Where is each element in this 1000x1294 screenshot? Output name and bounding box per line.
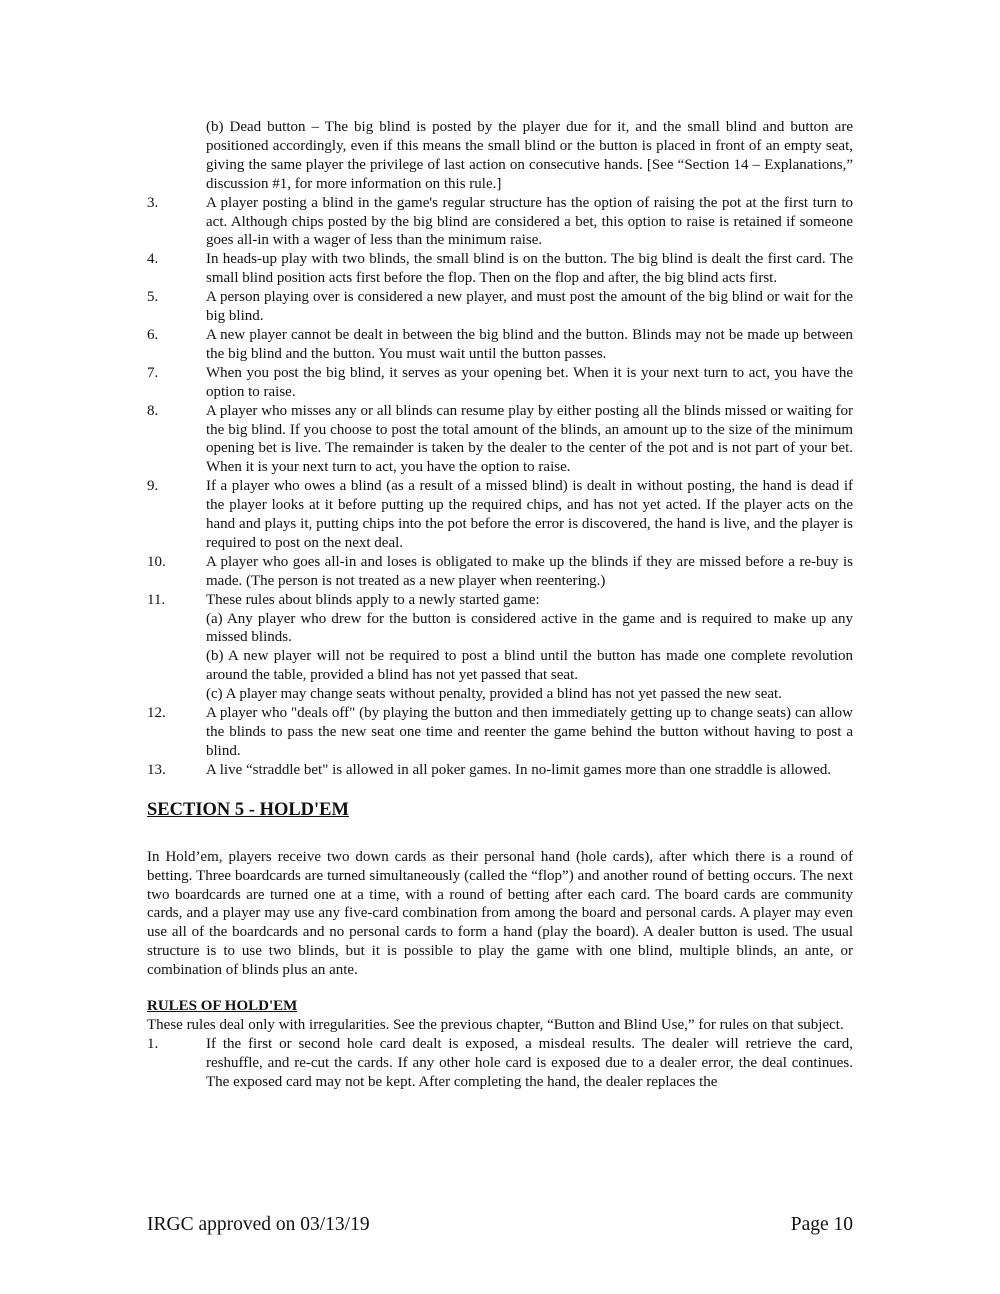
rule-item xyxy=(147,250,853,288)
blind-rules-list-end xyxy=(147,704,853,780)
rule-text: In heads-up play with two blinds, the small blind is on the button. The big blind is dealt the first card. The small blind position acts first before the flop. Then on the flop and after, the big blind acts first. xyxy=(206,251,853,287)
page-content xyxy=(147,118,853,1092)
rule-item xyxy=(147,326,853,364)
rule-item xyxy=(147,704,853,761)
rule-text: A player posting a blind in the game's regular structure has the option of raising the pot at the first turn to act. Although chips posted by the big blind are considered a bet, this option to raise is retained if someone goes all-in with a wager of less than the minimum raise. xyxy=(206,194,853,249)
approval-date: IRGC approved on 03/13/19 xyxy=(147,1214,370,1235)
rule-item xyxy=(147,288,853,326)
page-footer xyxy=(147,1212,853,1238)
rule-item xyxy=(147,194,853,251)
rule-number: 6. xyxy=(147,326,159,343)
rule-item xyxy=(147,1035,853,1092)
rule-text: If a player who owes a blind (as a result of a missed blind) is dealt in without posting, the hand is dead if the player looks at it before putting up the required chips, and has not yet acted. If the player acts on the hand and plays it, putting chips into the pot before the error is discovered, the hand is live, and the player is required to post on the next deal. xyxy=(206,478,853,551)
rule-number: 13. xyxy=(147,761,166,778)
rule-text: A player who "deals off" (by playing the button and then immediately getting up to change seats) can allow the blinds to pass the new seat one time and reenter the game behind the button without having to post a blind. xyxy=(206,705,853,759)
rule-number: 12. xyxy=(147,705,166,722)
rule-text: These rules about blinds apply to a newly started game: xyxy=(206,591,540,608)
rules-heading: RULES OF HOLD'EM xyxy=(147,998,298,1015)
rule-11-sub-c: (c) A player may change seats without penalty, provided a blind has not yet passed the new seat. xyxy=(206,686,782,703)
rule-11 xyxy=(147,591,853,610)
rule-number: 9. xyxy=(147,478,159,495)
rule-text: If the first or second hole card dealt is exposed, a misdeal results. The dealer will retrieve the card, reshuffle, and re-cut the cards. If any other hole card is exposed due to a dealer error, the deal continues. The exposed card may not be kept. After completing the hand, the dealer replaces the xyxy=(206,1035,853,1090)
rule-text: When you post the big blind, it serves as your opening bet. When it is your next turn to act, you have the option to raise. xyxy=(206,364,853,400)
rule-text: A player who misses any or all blinds can resume play by either posting all the blinds missed or waiting for the big blind. If you choose to post the total amount of the blinds, an amount up to the size of the minimum opening bet is live. The remainder is taken by the dealer to the center of the pot and is not part of your bet. When it is your next turn to act, you have the option to raise. xyxy=(206,402,853,476)
rule-number: 3. xyxy=(147,194,159,211)
rule-number: 10. xyxy=(147,553,166,570)
dead-button-paragraph: (b) Dead button – The big blind is posted by the player due for it, and the small blind and button are positioned accordingly, even if this means the small blind or the button is placed in front of an empty seat, giving the same player the privilege of last action on consecutive hands. [See “Section 14 – Explanations,” discussion #1, for more information on this rule.] xyxy=(206,119,853,192)
rule-11-sub-b: (b) A new player will not be required to post a blind until the button has made one complete revolution around the table, provided a blind has not yet passed that seat. xyxy=(206,648,853,684)
section-intro: In Hold’em, players receive two down cards as their personal hand (hole cards), after which there is a round of betting. Three boardcards are turned simultaneously (called the “flop”) and another round of betting occurs. The next two boardcards are turned one at a time, with a round of betting after each card. The board cards are community cards, and a player may use any five-card combination from among the board and personal cards. A player may even use all of the boardcards and no personal cards to form a hand (play the board). A dealer button is used. The usual structure is to use two blinds, but it is possible to play the game with one blind, multiple blinds, an ante, or combination of blinds plus an ante. xyxy=(147,848,853,979)
blind-rules-list xyxy=(147,194,853,591)
rule-number: 8. xyxy=(147,402,159,419)
rule-text: A person playing over is considered a new player, and must post the amount of the big blind or wait for the big blind. xyxy=(206,289,853,325)
holdem-rules-list xyxy=(147,1035,853,1092)
rule-item xyxy=(147,402,853,478)
section-heading: SECTION 5 - HOLD'EM xyxy=(147,799,349,820)
rule-number: 5. xyxy=(147,289,159,306)
page-number: Page 10 xyxy=(790,1214,853,1235)
rule-text: A player who goes all-in and loses is obligated to make up the blinds if they are missed before a re-buy is made. (The person is not treated as a new player when reentering.) xyxy=(206,553,853,589)
rule-number: 4. xyxy=(147,251,159,268)
rule-text: A new player cannot be dealt in between the big blind and the button. Blinds may not be made up between the big blind and the button. You must wait until the button passes. xyxy=(206,326,853,362)
rule-item xyxy=(147,553,853,591)
rule-item xyxy=(147,477,853,553)
rule-text: A live “straddle bet" is allowed in all poker games. In no-limit games more than one straddle is allowed. xyxy=(206,761,832,778)
rule-number: 11. xyxy=(147,591,166,608)
rule-item xyxy=(147,364,853,402)
rules-intro: These rules deal only with irregularities. See the previous chapter, “Button and Blind Use,” for rules on that subject. xyxy=(147,1016,844,1033)
rule-item xyxy=(147,761,853,780)
rule-number: 7. xyxy=(147,364,159,381)
rule-11-sub-a: (a) Any player who drew for the button is considered active in the game and is required to make up any missed blinds. xyxy=(206,610,853,646)
rule-number: 1. xyxy=(147,1035,159,1052)
